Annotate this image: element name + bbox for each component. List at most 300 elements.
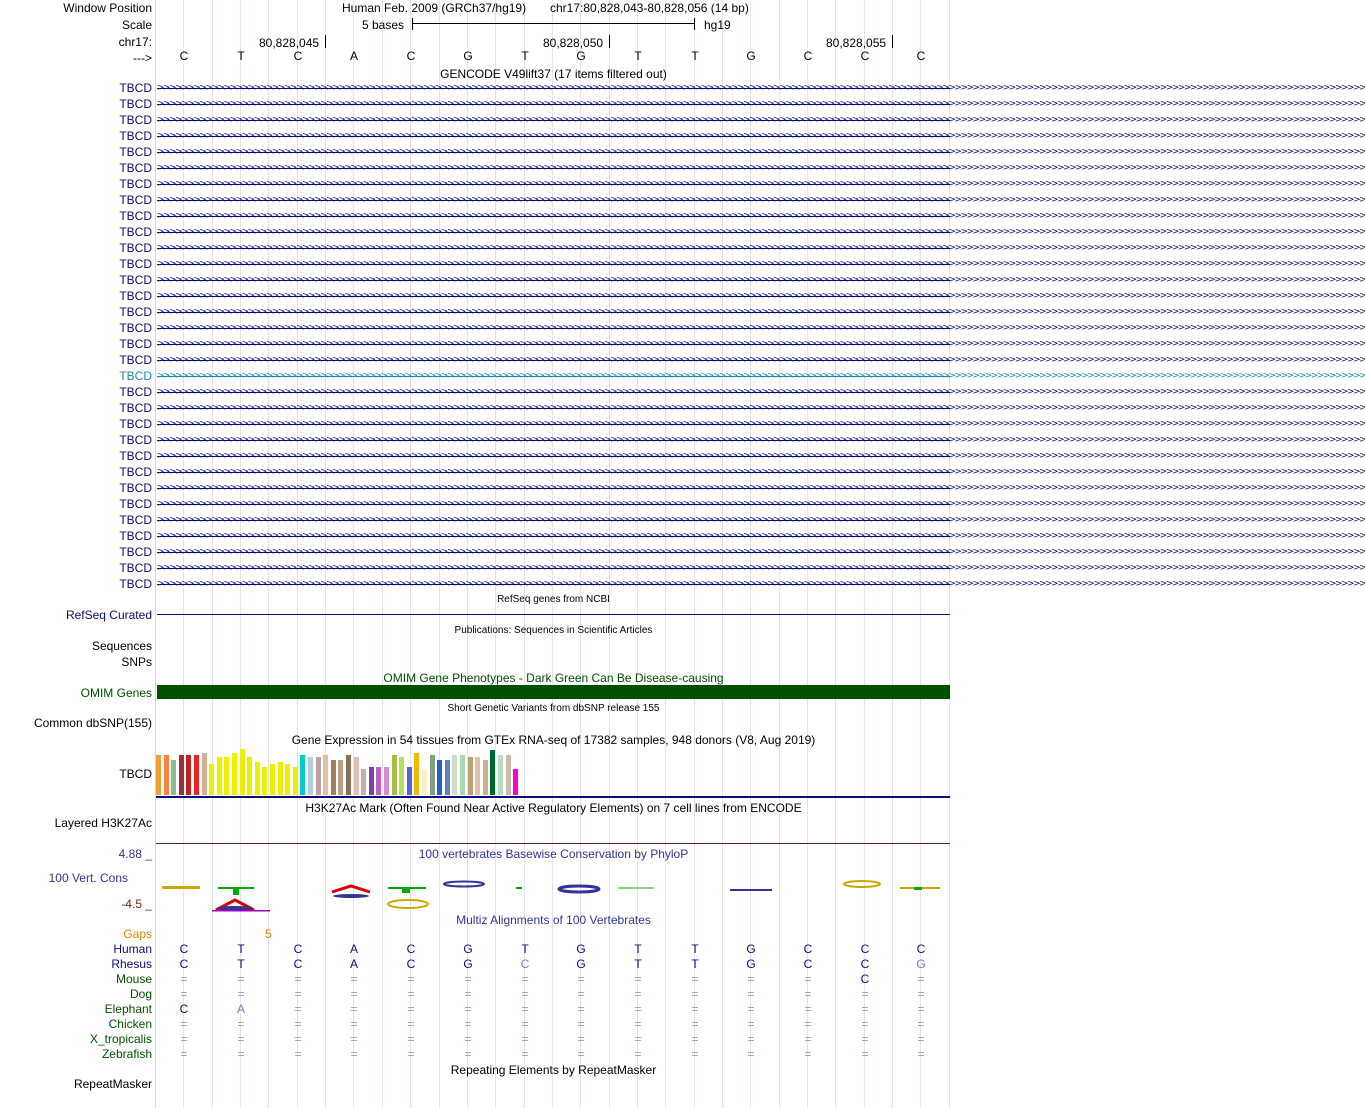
alignment-base: G [916, 957, 926, 971]
gtex-tissue-bar[interactable] [179, 755, 184, 795]
base-letter: C [916, 49, 926, 63]
logo-base-8 [559, 886, 599, 892]
gtex-tissue-bar[interactable] [293, 767, 298, 795]
omim-track-label[interactable]: OMIM Genes [80, 686, 152, 700]
alignment-base: = [350, 1047, 358, 1061]
alignment-base: = [634, 1047, 642, 1061]
gencode-transcript-label[interactable]: TBCD [119, 241, 152, 255]
species-label[interactable]: Human [113, 942, 152, 956]
base-letter: C [179, 49, 189, 63]
species-label[interactable]: Elephant [104, 1002, 152, 1016]
alignment-base: G [463, 957, 473, 971]
gencode-transcript-label[interactable]: TBCD [119, 225, 152, 239]
alignment-base: = [577, 1002, 585, 1016]
conservation-track-label[interactable]: 100 Vert. Cons [48, 871, 128, 885]
gtex-tissue-bar[interactable] [376, 767, 381, 795]
gencode-transcript-label[interactable]: TBCD [119, 321, 152, 335]
gtex-tissue-bar[interactable] [468, 757, 473, 795]
publications-track-title[interactable]: Publications: Sequences in Scientific Articles [454, 625, 653, 636]
alignment-base: = [861, 1017, 869, 1031]
conservation-sequence-logo[interactable] [156, 872, 950, 917]
logo-base-7 [516, 887, 522, 889]
gtex-tissue-bar[interactable] [506, 755, 511, 795]
gtex-tissue-bar[interactable] [460, 755, 465, 795]
base-letter: G [746, 49, 756, 63]
alignment-base: = [861, 1047, 869, 1061]
gtex-tissue-bar[interactable] [202, 753, 207, 795]
ruler-tick [609, 35, 610, 48]
strand-arrows: >>>>>>>>>>>>>>>>>>>>>>>>>>>>>>>>>>>>>>>>>>>>>>>>>>>>>>>>>>>>>>>>>>>>>>>>>>>>>>>>>>>>>>>>>>>>>>>>>>>>>>>>>>>>>>>>>>>>>>>>>>>>>>>>>>>>>>>>>>>>>>>>>>>>>>>>>>>>>>>>>>>>>>>>>>>>>>>>>>>>>>>>>>>>>>>>>>>>>>>> [157, 435, 1365, 445]
gtex-tissue-bar[interactable] [300, 755, 305, 795]
alignment-base: = [577, 972, 585, 986]
repeatmasker-track-label[interactable]: RepeatMasker [73, 1077, 152, 1091]
strand-arrows: >>>>>>>>>>>>>>>>>>>>>>>>>>>>>>>>>>>>>>>>>>>>>>>>>>>>>>>>>>>>>>>>>>>>>>>>>>>>>>>>>>>>>>>>>>>>>>>>>>>>>>>>>>>>>>>>>>>>>>>>>>>>>>>>>>>>>>>>>>>>>>>>>>>>>>>>>>>>>>>>>>>>>>>>>>>>>>>>>>>>>>>>>>>>>>>>>>>>>>>> [157, 339, 1365, 349]
alignment-base: = [917, 1047, 925, 1061]
gtex-tissue-bar[interactable] [156, 755, 161, 795]
strand-arrows: >>>>>>>>>>>>>>>>>>>>>>>>>>>>>>>>>>>>>>>>>>>>>>>>>>>>>>>>>>>>>>>>>>>>>>>>>>>>>>>>>>>>>>>>>>>>>>>>>>>>>>>>>>>>>>>>>>>>>>>>>>>>>>>>>>>>>>>>>>>>>>>>>>>>>>>>>>>>>>>>>>>>>>>>>>>>>>>>>>>>>>>>>>>>>>>>>>>>>>>> [157, 195, 1365, 205]
strand-arrows: >>>>>>>>>>>>>>>>>>>>>>>>>>>>>>>>>>>>>>>>>>>>>>>>>>>>>>>>>>>>>>>>>>>>>>>>>>>>>>>>>>>>>>>>>>>>>>>>>>>>>>>>>>>>>>>>>>>>>>>>>>>>>>>>>>>>>>>>>>>>>>>>>>>>>>>>>>>>>>>>>>>>>>>>>>>>>>>>>>>>>>>>>>>>>>>>>>>>>>>> [157, 147, 1365, 157]
gencode-transcript-label[interactable]: TBCD [119, 257, 152, 271]
gtex-tissue-bar[interactable] [384, 767, 389, 795]
base-letter: T [521, 49, 529, 63]
alignment-base: = [521, 1017, 529, 1031]
alignment-base: = [237, 1047, 245, 1061]
alignment-base: C [293, 957, 303, 971]
alignment-base: = [521, 972, 529, 986]
gtex-tissue-bar[interactable] [513, 769, 518, 795]
strand-arrows: >>>>>>>>>>>>>>>>>>>>>>>>>>>>>>>>>>>>>>>>>>>>>>>>>>>>>>>>>>>>>>>>>>>>>>>>>>>>>>>>>>>>>>>>>>>>>>>>>>>>>>>>>>>>>>>>>>>>>>>>>>>>>>>>>>>>>>>>>>>>>>>>>>>>>>>>>>>>>>>>>>>>>>>>>>>>>>>>>>>>>>>>>>>>>>>>>>>>>>>> [157, 403, 1365, 413]
strand-arrows: >>>>>>>>>>>>>>>>>>>>>>>>>>>>>>>>>>>>>>>>>>>>>>>>>>>>>>>>>>>>>>>>>>>>>>>>>>>>>>>>>>>>>>>>>>>>>>>>>>>>>>>>>>>>>>>>>>>>>>>>>>>>>>>>>>>>>>>>>>>>>>>>>>>>>>>>>>>>>>>>>>>>>>>>>>>>>>>>>>>>>>>>>>>>>>>>>>>>>>>> [157, 371, 1365, 381]
alignment-base: = [691, 1032, 699, 1046]
alignment-base: = [521, 1047, 529, 1061]
alignment-base: = [861, 1002, 869, 1016]
alignment-base: = [237, 972, 245, 986]
gtex-tissue-bar[interactable] [285, 764, 290, 795]
alignment-base: = [294, 1047, 302, 1061]
gencode-transcript-label[interactable]: TBCD [119, 353, 152, 367]
strand-arrows: >>>>>>>>>>>>>>>>>>>>>>>>>>>>>>>>>>>>>>>>>>>>>>>>>>>>>>>>>>>>>>>>>>>>>>>>>>>>>>>>>>>>>>>>>>>>>>>>>>>>>>>>>>>>>>>>>>>>>>>>>>>>>>>>>>>>>>>>>>>>>>>>>>>>>>>>>>>>>>>>>>>>>>>>>>>>>>>>>>>>>>>>>>>>>>>>>>>>>>>> [157, 179, 1365, 189]
scale-bases-text: 5 bases [362, 18, 405, 32]
alignment-base: = [464, 972, 472, 986]
alignment-base: C [520, 957, 530, 971]
alignment-base: = [180, 1032, 188, 1046]
gtex-tissue-bar[interactable] [498, 755, 503, 795]
alignment-base: = [861, 987, 869, 1001]
logo-base-4 [332, 886, 370, 898]
alignment-base: = [350, 972, 358, 986]
alignment-base: C [179, 942, 189, 956]
gaps-label[interactable]: Gaps [123, 927, 152, 941]
gencode-transcript-label[interactable]: TBCD [119, 273, 152, 287]
gtex-tissue-bar[interactable] [414, 753, 419, 795]
alignment-base: = [634, 1017, 642, 1031]
conservation-track-title[interactable]: 100 vertebrates Basewise Conservation by PhyloP [418, 847, 689, 861]
alignment-base: = [180, 972, 188, 986]
gtex-tissue-bar[interactable] [430, 755, 435, 795]
gtex-tissue-bar[interactable] [452, 755, 457, 795]
refseq-track-label[interactable]: RefSeq Curated [65, 608, 152, 622]
alignment-base: = [350, 1002, 358, 1016]
conservation-min-label: -4.5 _ [121, 897, 152, 911]
alignment-base: C [179, 957, 189, 971]
base-letter: C [803, 49, 813, 63]
alignment-base: = [747, 987, 755, 1001]
logo-base-2 [212, 887, 270, 912]
gaps-count: 5 [265, 927, 272, 941]
gtex-tissue-bar[interactable] [171, 760, 176, 795]
species-label[interactable]: X_tropicalis [89, 1032, 152, 1046]
gtex-tissue-bar[interactable] [224, 757, 229, 795]
gtex-tissue-bar[interactable] [308, 757, 313, 795]
alignment-base: = [407, 1032, 415, 1046]
gtex-tissue-bar[interactable] [278, 762, 283, 795]
alignment-base: G [746, 957, 756, 971]
gencode-transcript-label[interactable]: TBCD [119, 417, 152, 431]
alignment-base: = [917, 1017, 925, 1031]
conservation-max-label: 4.88 _ [118, 847, 152, 861]
ruler-tick [892, 35, 893, 48]
alignment-base: = [917, 1032, 925, 1046]
ruler-tick [325, 35, 326, 48]
strand-arrows: >>>>>>>>>>>>>>>>>>>>>>>>>>>>>>>>>>>>>>>>>>>>>>>>>>>>>>>>>>>>>>>>>>>>>>>>>>>>>>>>>>>>>>>>>>>>>>>>>>>>>>>>>>>>>>>>>>>>>>>>>>>>>>>>>>>>>>>>>>>>>>>>>>>>>>>>>>>>>>>>>>>>>>>>>>>>>>>>>>>>>>>>>>>>>>>>>>>>>>>> [157, 211, 1365, 221]
gencode-transcript-label[interactable]: TBCD [119, 113, 152, 127]
alignment-base: = [917, 972, 925, 986]
gencode-transcript-label[interactable]: TBCD [119, 513, 152, 527]
alignment-base: C [860, 942, 870, 956]
gencode-transcript-label[interactable]: TBCD [119, 369, 152, 383]
alignment-base: = [577, 1032, 585, 1046]
strand-arrows: >>>>>>>>>>>>>>>>>>>>>>>>>>>>>>>>>>>>>>>>>>>>>>>>>>>>>>>>>>>>>>>>>>>>>>>>>>>>>>>>>>>>>>>>>>>>>>>>>>>>>>>>>>>>>>>>>>>>>>>>>>>>>>>>>>>>>>>>>>>>>>>>>>>>>>>>>>>>>>>>>>>>>>>>>>>>>>>>>>>>>>>>>>>>>>>>>>>>>>>> [157, 291, 1365, 301]
alignment-base: = [350, 987, 358, 1001]
strand-arrows: >>>>>>>>>>>>>>>>>>>>>>>>>>>>>>>>>>>>>>>>>>>>>>>>>>>>>>>>>>>>>>>>>>>>>>>>>>>>>>>>>>>>>>>>>>>>>>>>>>>>>>>>>>>>>>>>>>>>>>>>>>>>>>>>>>>>>>>>>>>>>>>>>>>>>>>>>>>>>>>>>>>>>>>>>>>>>>>>>>>>>>>>>>>>>>>>>>>>>>>> [157, 83, 1365, 93]
alignment-base: G [746, 942, 756, 956]
alignment-base: T [521, 942, 529, 956]
gencode-transcript-label[interactable]: TBCD [119, 465, 152, 479]
alignment-base: = [237, 1032, 245, 1046]
base-letter: T [634, 49, 642, 63]
species-label[interactable]: Dog [129, 987, 152, 1001]
logo-base-14 [900, 887, 940, 890]
alignment-base: T [691, 957, 699, 971]
gencode-transcript-label[interactable]: TBCD [119, 177, 152, 191]
strand-arrows: >>>>>>>>>>>>>>>>>>>>>>>>>>>>>>>>>>>>>>>>>>>>>>>>>>>>>>>>>>>>>>>>>>>>>>>>>>>>>>>>>>>>>>>>>>>>>>>>>>>>>>>>>>>>>>>>>>>>>>>>>>>>>>>>>>>>>>>>>>>>>>>>>>>>>>>>>>>>>>>>>>>>>>>>>>>>>>>>>>>>>>>>>>>>>>>>>>>>>>>> [157, 275, 1365, 285]
gtex-tissue-bar[interactable] [445, 760, 450, 795]
alignment-base: = [180, 1017, 188, 1031]
gencode-transcript-label[interactable]: TBCD [119, 161, 152, 175]
alignment-base: = [804, 972, 812, 986]
gtex-tissue-bar[interactable] [369, 767, 374, 795]
alignment-base: = [634, 987, 642, 1001]
alignment-base: T [634, 942, 642, 956]
logo-base-5 [388, 887, 428, 908]
gencode-transcript-label[interactable]: TBCD [119, 449, 152, 463]
alignment-base: = [917, 987, 925, 1001]
gencode-transcript-label[interactable]: TBCD [119, 433, 152, 447]
dbsnp-track-title[interactable]: Short Genetic Variants from dbSNP release 155 [447, 703, 660, 714]
assembly-title: Human Feb. 2009 (GRCh37/hg19) [342, 1, 527, 15]
alignment-base: = [804, 1032, 812, 1046]
window-position-label: Window Position [63, 1, 152, 15]
gencode-transcript-label[interactable]: TBCD [119, 193, 152, 207]
gtex-tissue-bar[interactable] [164, 755, 169, 795]
alignment-base: = [294, 1002, 302, 1016]
gencode-transcript-label[interactable]: TBCD [119, 529, 152, 543]
alignment-base: C [916, 942, 926, 956]
alignment-base: = [691, 1047, 699, 1061]
alignment-base: = [691, 987, 699, 1001]
alignment-base: = [747, 972, 755, 986]
strand-arrows: >>>>>>>>>>>>>>>>>>>>>>>>>>>>>>>>>>>>>>>>>>>>>>>>>>>>>>>>>>>>>>>>>>>>>>>>>>>>>>>>>>>>>>>>>>>>>>>>>>>>>>>>>>>>>>>>>>>>>>>>>>>>>>>>>>>>>>>>>>>>>>>>>>>>>>>>>>>>>>>>>>>>>>>>>>>>>>>>>>>>>>>>>>>>>>>>>>>>>>>> [157, 467, 1365, 477]
alignment-base: = [804, 1047, 812, 1061]
alignment-base: C [860, 957, 870, 971]
gtex-tissue-bar[interactable] [186, 755, 191, 795]
alignment-base: = [407, 1002, 415, 1016]
gtex-tissue-bar[interactable] [316, 757, 321, 795]
gencode-transcript-label[interactable]: TBCD [119, 305, 152, 319]
gtex-tissue-bar[interactable] [217, 757, 222, 795]
scale-label: Scale [121, 18, 152, 32]
track-left-border [155, 0, 156, 1108]
gtex-tissue-bar[interactable] [422, 769, 427, 795]
db-name-text: hg19 [704, 18, 731, 32]
strand-arrows: >>>>>>>>>>>>>>>>>>>>>>>>>>>>>>>>>>>>>>>>>>>>>>>>>>>>>>>>>>>>>>>>>>>>>>>>>>>>>>>>>>>>>>>>>>>>>>>>>>>>>>>>>>>>>>>>>>>>>>>>>>>>>>>>>>>>>>>>>>>>>>>>>>>>>>>>>>>>>>>>>>>>>>>>>>>>>>>>>>>>>>>>>>>>>>>>>>>>>>>> [157, 451, 1365, 461]
alignment-base: = [464, 1047, 472, 1061]
alignment-base: = [577, 987, 585, 1001]
strand-arrows: >>>>>>>>>>>>>>>>>>>>>>>>>>>>>>>>>>>>>>>>>>>>>>>>>>>>>>>>>>>>>>>>>>>>>>>>>>>>>>>>>>>>>>>>>>>>>>>>>>>>>>>>>>>>>>>>>>>>>>>>>>>>>>>>>>>>>>>>>>>>>>>>>>>>>>>>>>>>>>>>>>>>>>>>>>>>>>>>>>>>>>>>>>>>>>>>>>>>>>>> [157, 531, 1365, 541]
strand-arrows: >>>>>>>>>>>>>>>>>>>>>>>>>>>>>>>>>>>>>>>>>>>>>>>>>>>>>>>>>>>>>>>>>>>>>>>>>>>>>>>>>>>>>>>>>>>>>>>>>>>>>>>>>>>>>>>>>>>>>>>>>>>>>>>>>>>>>>>>>>>>>>>>>>>>>>>>>>>>>>>>>>>>>>>>>>>>>>>>>>>>>>>>>>>>>>>>>>>>>>>> [157, 499, 1365, 509]
position-title[interactable]: chr17:80,828,043-80,828,056 (14 bp) [550, 1, 749, 15]
alignment-base: = [237, 987, 245, 1001]
alignment-base: = [634, 972, 642, 986]
strand-arrows: >>>>>>>>>>>>>>>>>>>>>>>>>>>>>>>>>>>>>>>>>>>>>>>>>>>>>>>>>>>>>>>>>>>>>>>>>>>>>>>>>>>>>>>>>>>>>>>>>>>>>>>>>>>>>>>>>>>>>>>>>>>>>>>>>>>>>>>>>>>>>>>>>>>>>>>>>>>>>>>>>>>>>>>>>>>>>>>>>>>>>>>>>>>>>>>>>>>>>>>> [157, 387, 1365, 397]
chrom-label: chr17: [118, 35, 152, 49]
alignment-base: C [293, 942, 303, 956]
gtex-tissue-bar[interactable] [331, 760, 336, 795]
gtex-tissue-bar[interactable] [338, 760, 343, 795]
gtex-tissue-bar[interactable] [399, 757, 404, 795]
scale-bar [412, 18, 695, 30]
gtex-expression-chart[interactable] [156, 748, 556, 795]
logo-base-9 [618, 887, 654, 889]
strand-arrows: >>>>>>>>>>>>>>>>>>>>>>>>>>>>>>>>>>>>>>>>>>>>>>>>>>>>>>>>>>>>>>>>>>>>>>>>>>>>>>>>>>>>>>>>>>>>>>>>>>>>>>>>>>>>>>>>>>>>>>>>>>>>>>>>>>>>>>>>>>>>>>>>>>>>>>>>>>>>>>>>>>>>>>>>>>>>>>>>>>>>>>>>>>>>>>>>>>>>>>>> [157, 115, 1365, 125]
alignment-base: = [747, 1002, 755, 1016]
refseq-track-title[interactable]: RefSeq genes from NCBI [497, 594, 610, 605]
gtex-tissue-bar[interactable] [475, 757, 480, 795]
alignment-base: = [804, 1002, 812, 1016]
alignment-base: = [521, 1002, 529, 1016]
base-letter: T [237, 49, 245, 63]
alignment-base: T [237, 957, 245, 971]
alignment-base: = [237, 1017, 245, 1031]
gtex-tissue-bar[interactable] [407, 767, 412, 795]
omim-track-title[interactable]: OMIM Gene Phenotypes - Dark Green Can Be Disease-causing [383, 671, 724, 685]
alignment-base: = [861, 1032, 869, 1046]
alignment-base: = [294, 987, 302, 1001]
strand-arrows: >>>>>>>>>>>>>>>>>>>>>>>>>>>>>>>>>>>>>>>>>>>>>>>>>>>>>>>>>>>>>>>>>>>>>>>>>>>>>>>>>>>>>>>>>>>>>>>>>>>>>>>>>>>>>>>>>>>>>>>>>>>>>>>>>>>>>>>>>>>>>>>>>>>>>>>>>>>>>>>>>>>>>>>>>>>>>>>>>>>>>>>>>>>>>>>>>>>>>>>> [157, 131, 1365, 141]
alignment-base: G [463, 942, 473, 956]
repeatmasker-track-title[interactable]: Repeating Elements by RepeatMasker [450, 1063, 657, 1077]
alignment-base: = [691, 972, 699, 986]
alignment-base: = [464, 1002, 472, 1016]
gencode-transcript-label[interactable]: TBCD [119, 401, 152, 415]
base-letter: C [293, 49, 303, 63]
base-letter: C [860, 49, 870, 63]
alignment-base: G [576, 957, 586, 971]
alignment-base: C [803, 957, 813, 971]
strand-arrows: >>>>>>>>>>>>>>>>>>>>>>>>>>>>>>>>>>>>>>>>>>>>>>>>>>>>>>>>>>>>>>>>>>>>>>>>>>>>>>>>>>>>>>>>>>>>>>>>>>>>>>>>>>>>>>>>>>>>>>>>>>>>>>>>>>>>>>>>>>>>>>>>>>>>>>>>>>>>>>>>>>>>>>>>>>>>>>>>>>>>>>>>>>>>>>>>>>>>>>>> [157, 563, 1365, 573]
alignment-base: T [691, 942, 699, 956]
gencode-transcript-label[interactable]: TBCD [119, 81, 152, 95]
publications-label-snps[interactable]: SNPs [121, 655, 152, 669]
gtex-tissue-bar[interactable] [323, 755, 328, 795]
alignment-base: = [691, 1002, 699, 1016]
strand-label: ---> [133, 51, 152, 65]
alignment-base: = [747, 1047, 755, 1061]
alignment-base: = [804, 987, 812, 1001]
gtex-tissue-bar[interactable] [255, 762, 260, 795]
strand-arrows: >>>>>>>>>>>>>>>>>>>>>>>>>>>>>>>>>>>>>>>>>>>>>>>>>>>>>>>>>>>>>>>>>>>>>>>>>>>>>>>>>>>>>>>>>>>>>>>>>>>>>>>>>>>>>>>>>>>>>>>>>>>>>>>>>>>>>>>>>>>>>>>>>>>>>>>>>>>>>>>>>>>>>>>>>>>>>>>>>>>>>>>>>>>>>>>>>>>>>>>> [157, 419, 1365, 429]
gencode-transcript-label[interactable]: TBCD [119, 385, 152, 399]
alignment-base: G [576, 942, 586, 956]
alignment-base: C [860, 972, 870, 986]
gtex-tissue-bar[interactable] [346, 755, 351, 795]
alignment-base: C [803, 942, 813, 956]
gencode-transcript-label[interactable]: TBCD [119, 497, 152, 511]
species-label[interactable]: Mouse [115, 972, 152, 986]
gencode-transcript-label[interactable]: TBCD [119, 481, 152, 495]
strand-arrows: >>>>>>>>>>>>>>>>>>>>>>>>>>>>>>>>>>>>>>>>>>>>>>>>>>>>>>>>>>>>>>>>>>>>>>>>>>>>>>>>>>>>>>>>>>>>>>>>>>>>>>>>>>>>>>>>>>>>>>>>>>>>>>>>>>>>>>>>>>>>>>>>>>>>>>>>>>>>>>>>>>>>>>>>>>>>>>>>>>>>>>>>>>>>>>>>>>>>>>>> [157, 243, 1365, 253]
alignment-base: A [349, 957, 358, 971]
strand-arrows: >>>>>>>>>>>>>>>>>>>>>>>>>>>>>>>>>>>>>>>>>>>>>>>>>>>>>>>>>>>>>>>>>>>>>>>>>>>>>>>>>>>>>>>>>>>>>>>>>>>>>>>>>>>>>>>>>>>>>>>>>>>>>>>>>>>>>>>>>>>>>>>>>>>>>>>>>>>>>>>>>>>>>>>>>>>>>>>>>>>>>>>>>>>>>>>>>>>>>>>> [157, 355, 1365, 365]
gtex-track-title[interactable]: Gene Expression in 54 tissues from GTEx RNA-seq of 17382 samples, 948 donors (V8, Aug 2019) [291, 733, 816, 747]
refseq-gene-line[interactable] [157, 614, 950, 615]
gtex-tissue-bar[interactable] [437, 760, 442, 795]
alignment-base: = [294, 1017, 302, 1031]
gencode-transcript-label[interactable]: TBCD [119, 289, 152, 303]
dbsnp-track-label[interactable]: Common dbSNP(155) [33, 716, 152, 730]
base-letter: T [691, 49, 699, 63]
alignment-base: = [180, 1047, 188, 1061]
gtex-tissue-bar[interactable] [270, 764, 275, 795]
alignment-base: = [634, 1002, 642, 1016]
strand-arrows: >>>>>>>>>>>>>>>>>>>>>>>>>>>>>>>>>>>>>>>>>>>>>>>>>>>>>>>>>>>>>>>>>>>>>>>>>>>>>>>>>>>>>>>>>>>>>>>>>>>>>>>>>>>>>>>>>>>>>>>>>>>>>>>>>>>>>>>>>>>>>>>>>>>>>>>>>>>>>>>>>>>>>>>>>>>>>>>>>>>>>>>>>>>>>>>>>>>>>>>> [157, 227, 1365, 237]
gencode-transcript-label[interactable]: TBCD [119, 545, 152, 559]
ruler-tick-label: 80,828,050 [543, 36, 604, 50]
alignment-base: = [747, 1032, 755, 1046]
gencode-transcript-label[interactable]: TBCD [119, 145, 152, 159]
strand-arrows: >>>>>>>>>>>>>>>>>>>>>>>>>>>>>>>>>>>>>>>>>>>>>>>>>>>>>>>>>>>>>>>>>>>>>>>>>>>>>>>>>>>>>>>>>>>>>>>>>>>>>>>>>>>>>>>>>>>>>>>>>>>>>>>>>>>>>>>>>>>>>>>>>>>>>>>>>>>>>>>>>>>>>>>>>>>>>>>>>>>>>>>>>>>>>>>>>>>>>>>> [157, 163, 1365, 173]
gtex-tissue-bar[interactable] [392, 755, 397, 795]
strand-arrows: >>>>>>>>>>>>>>>>>>>>>>>>>>>>>>>>>>>>>>>>>>>>>>>>>>>>>>>>>>>>>>>>>>>>>>>>>>>>>>>>>>>>>>>>>>>>>>>>>>>>>>>>>>>>>>>>>>>>>>>>>>>>>>>>>>>>>>>>>>>>>>>>>>>>>>>>>>>>>>>>>>>>>>>>>>>>>>>>>>>>>>>>>>>>>>>>>>>>>>>> [157, 323, 1365, 333]
alignment-base: = [691, 1017, 699, 1031]
alignment-base: T [634, 957, 642, 971]
alignment-base: = [464, 987, 472, 1001]
alignment-base: = [407, 1047, 415, 1061]
base-letter: G [463, 49, 473, 63]
gtex-tissue-bar[interactable] [262, 767, 267, 795]
strand-arrows: >>>>>>>>>>>>>>>>>>>>>>>>>>>>>>>>>>>>>>>>>>>>>>>>>>>>>>>>>>>>>>>>>>>>>>>>>>>>>>>>>>>>>>>>>>>>>>>>>>>>>>>>>>>>>>>>>>>>>>>>>>>>>>>>>>>>>>>>>>>>>>>>>>>>>>>>>>>>>>>>>>>>>>>>>>>>>>>>>>>>>>>>>>>>>>>>>>>>>>>> [157, 259, 1365, 269]
species-label[interactable]: Rhesus [111, 957, 152, 971]
alignment-base: = [294, 1032, 302, 1046]
gtex-tissue-bar[interactable] [209, 764, 214, 795]
alignment-base: C [406, 957, 416, 971]
gencode-transcript-label[interactable]: TBCD [119, 561, 152, 575]
strand-arrows: >>>>>>>>>>>>>>>>>>>>>>>>>>>>>>>>>>>>>>>>>>>>>>>>>>>>>>>>>>>>>>>>>>>>>>>>>>>>>>>>>>>>>>>>>>>>>>>>>>>>>>>>>>>>>>>>>>>>>>>>>>>>>>>>>>>>>>>>>>>>>>>>>>>>>>>>>>>>>>>>>>>>>>>>>>>>>>>>>>>>>>>>>>>>>>>>>>>>>>>> [157, 483, 1365, 493]
alignment-base: = [180, 987, 188, 1001]
logo-base-13 [844, 881, 880, 887]
gencode-transcript-label[interactable]: TBCD [119, 97, 152, 111]
h3k27ac-track-title[interactable]: H3K27Ac Mark (Often Found Near Active Regulatory Elements) on 7 cell lines from ENCODE [305, 801, 802, 815]
alignment-base: = [577, 1047, 585, 1061]
logo-base-1 [162, 886, 200, 889]
strand-arrows: >>>>>>>>>>>>>>>>>>>>>>>>>>>>>>>>>>>>>>>>>>>>>>>>>>>>>>>>>>>>>>>>>>>>>>>>>>>>>>>>>>>>>>>>>>>>>>>>>>>>>>>>>>>>>>>>>>>>>>>>>>>>>>>>>>>>>>>>>>>>>>>>>>>>>>>>>>>>>>>>>>>>>>>>>>>>>>>>>>>>>>>>>>>>>>>>>>>>>>>> [157, 515, 1365, 525]
alignment-base: C [179, 1002, 189, 1016]
alignment-base: A [349, 942, 358, 956]
alignment-base: = [577, 1017, 585, 1031]
alignment-base: = [804, 1017, 812, 1031]
gtex-tissue-bar[interactable] [247, 757, 252, 795]
alignment-base: = [464, 1032, 472, 1046]
logo-base-6 [444, 882, 484, 887]
species-label[interactable]: Chicken [108, 1017, 152, 1031]
base-letter: C [406, 49, 416, 63]
alignment-base: = [407, 1017, 415, 1031]
gtex-baseline [156, 796, 950, 798]
gencode-transcript-label[interactable]: TBCD [119, 129, 152, 143]
gtex-tissue-bar[interactable] [483, 760, 488, 795]
base-letter: G [576, 49, 586, 63]
alignment-base: = [407, 972, 415, 986]
alignment-base: = [747, 1017, 755, 1031]
multiz-track-title[interactable]: Multiz Alignments of 100 Vertebrates [456, 913, 651, 927]
strand-arrows: >>>>>>>>>>>>>>>>>>>>>>>>>>>>>>>>>>>>>>>>>>>>>>>>>>>>>>>>>>>>>>>>>>>>>>>>>>>>>>>>>>>>>>>>>>>>>>>>>>>>>>>>>>>>>>>>>>>>>>>>>>>>>>>>>>>>>>>>>>>>>>>>>>>>>>>>>>>>>>>>>>>>>>>>>>>>>>>>>>>>>>>>>>>>>>>>>>>>>>>> [157, 547, 1365, 557]
ruler-tick-label: 80,828,055 [826, 36, 887, 50]
gtex-tissue-bar[interactable] [354, 757, 359, 795]
gtex-tissue-bar[interactable] [194, 755, 199, 795]
species-label[interactable]: Zebrafish [101, 1047, 152, 1061]
h3k27ac-baseline [156, 843, 950, 844]
ruler-tick-label: 80,828,045 [259, 36, 320, 50]
alignment-base: = [294, 972, 302, 986]
alignment-base: C [406, 942, 416, 956]
gencode-transcript-label[interactable]: TBCD [119, 209, 152, 223]
alignment-base: = [917, 1002, 925, 1016]
alignment-base: = [634, 1032, 642, 1046]
omim-gene-bar[interactable] [157, 685, 950, 699]
base-letter: A [349, 49, 358, 63]
alignment-base: A [236, 1002, 245, 1016]
gtex-tissue-bar[interactable] [232, 753, 237, 795]
h3k27ac-track-label[interactable]: Layered H3K27Ac [54, 816, 152, 830]
alignment-base: T [237, 942, 245, 956]
gencode-transcript-label[interactable]: TBCD [119, 577, 152, 591]
strand-arrows: >>>>>>>>>>>>>>>>>>>>>>>>>>>>>>>>>>>>>>>>>>>>>>>>>>>>>>>>>>>>>>>>>>>>>>>>>>>>>>>>>>>>>>>>>>>>>>>>>>>>>>>>>>>>>>>>>>>>>>>>>>>>>>>>>>>>>>>>>>>>>>>>>>>>>>>>>>>>>>>>>>>>>>>>>>>>>>>>>>>>>>>>>>>>>>>>>>>>>>>> [157, 307, 1365, 317]
alignment-base: = [407, 987, 415, 1001]
publications-label-sequences[interactable]: Sequences [91, 639, 152, 653]
gtex-track-label[interactable]: TBCD [119, 767, 152, 781]
gencode-transcript-label[interactable]: TBCD [119, 337, 152, 351]
alignment-base: = [521, 1032, 529, 1046]
gtex-tissue-bar[interactable] [490, 750, 495, 795]
gtex-tissue-bar[interactable] [361, 769, 366, 795]
alignment-base: = [464, 1017, 472, 1031]
alignment-base: = [350, 1017, 358, 1031]
gencode-track-title[interactable]: GENCODE V49lift37 (17 items filtered out) [440, 67, 667, 81]
alignment-base: = [521, 987, 529, 1001]
logo-base-11 [730, 889, 772, 891]
alignment-base: = [350, 1032, 358, 1046]
gtex-tissue-bar[interactable] [240, 749, 245, 795]
